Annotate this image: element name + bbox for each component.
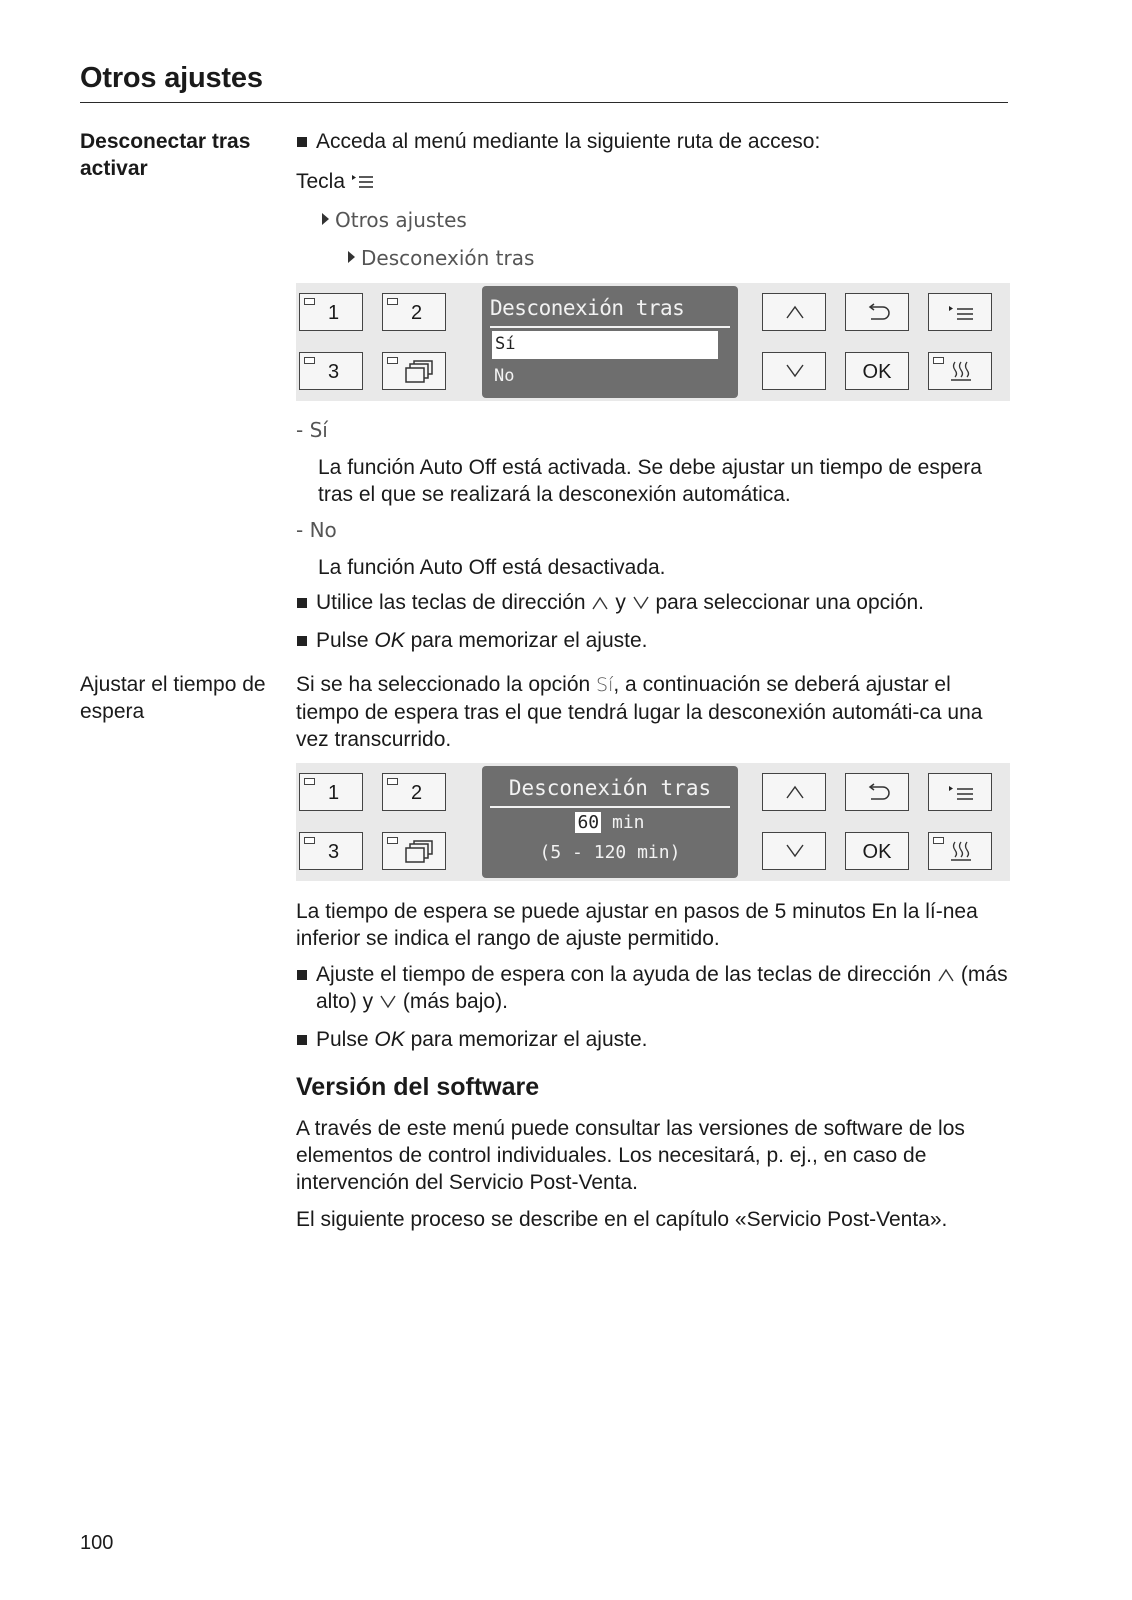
path-arrow-icon	[322, 213, 329, 225]
option-no-description: La función Auto Off está desactivada.	[318, 556, 666, 579]
key-up[interactable]	[762, 293, 826, 331]
control-panel-1	[296, 283, 1010, 401]
key-led	[387, 357, 398, 364]
section-heading-software: Versión del software	[296, 1073, 540, 1101]
screen-unit: min	[612, 812, 645, 833]
bullet-square-icon	[297, 598, 307, 608]
option-no-label: - No	[296, 518, 337, 542]
drying-icon	[951, 840, 971, 862]
path-arrow-icon	[348, 251, 355, 263]
bullet-square-icon	[297, 636, 307, 646]
key-menu[interactable]	[928, 293, 992, 331]
chevron-down-icon	[379, 995, 397, 1009]
chevron-up-icon	[785, 785, 805, 799]
software-paragraph-2: El siguiente proceso se describe en el capítulo «Servicio Post-Venta».	[296, 1208, 948, 1231]
key-1[interactable]: 1	[299, 293, 363, 331]
display-screen-1	[482, 286, 738, 398]
screen-option-selected[interactable]: Sí	[492, 331, 718, 359]
section2-paragraph: La tiempo de espera se puede ajustar en pasos de 5 minutos En la lí-nea inferior se indica el rango de ajuste permitido.	[296, 900, 978, 950]
display-screen-2	[482, 766, 738, 878]
software-paragraph-1: A través de este menú puede consultar las versiones de software de los elementos de control individuales. Los necesitará, p. ej., en caso de intervención del Servicio Post-Venta.	[296, 1117, 965, 1194]
key-drying[interactable]	[928, 832, 992, 870]
section-label-ajustar-tiempo: Ajustar el tiempo de espera	[80, 673, 266, 723]
bullet-square-icon	[297, 970, 307, 980]
section2-intro: Si se ha seleccionado la opción Sí, a continuación se deberá ajustar el tiempo de espera tras el que tendrá lugar la desconexión automáti-ca una vez transcurrido.	[296, 673, 983, 751]
key-down[interactable]	[762, 832, 826, 870]
menu-icon	[948, 785, 974, 801]
bullet-square-icon	[297, 137, 307, 147]
back-arrow-icon	[865, 303, 891, 321]
key-led	[933, 837, 944, 844]
section-label-desconectar: Desconectar tras activar	[80, 130, 251, 180]
key-up[interactable]	[762, 773, 826, 811]
chevron-up-icon	[937, 968, 955, 982]
step-press-ok: Pulse OK para memorizar el ajuste.	[296, 627, 1016, 654]
key-led	[387, 298, 398, 305]
key-led	[304, 298, 315, 305]
step-adjust-time: Ajuste el tiempo de espera con la ayuda de las teclas de dirección (más alto) y (más bajo).	[296, 961, 1016, 1015]
key-ok[interactable]: OK	[845, 832, 909, 870]
key-menu[interactable]	[928, 773, 992, 811]
key-led	[304, 837, 315, 844]
tecla-line: Tecla	[296, 168, 1016, 195]
key-led	[387, 837, 398, 844]
key-back[interactable]	[845, 293, 909, 331]
key-1[interactable]: 1	[299, 773, 363, 811]
screen-value[interactable]: 60	[577, 812, 600, 833]
chevron-down-icon	[785, 844, 805, 858]
key-3[interactable]: 3	[299, 832, 363, 870]
key-ok[interactable]: OK	[845, 352, 909, 390]
key-2[interactable]: 2	[382, 293, 446, 331]
chevron-up-icon	[591, 596, 609, 610]
drying-icon	[951, 360, 971, 382]
menu-icon	[351, 173, 375, 189]
key-program[interactable]	[382, 352, 446, 390]
menu-path-desconexion: Desconexión tras	[348, 246, 534, 270]
title-divider	[80, 102, 1008, 103]
screen-option[interactable]: No	[494, 366, 515, 386]
key-2[interactable]: 2	[382, 773, 446, 811]
key-led	[933, 357, 944, 364]
screen-title: Desconexión tras	[508, 776, 712, 800]
program-icon	[405, 360, 435, 384]
key-back[interactable]	[845, 773, 909, 811]
key-led	[304, 778, 315, 785]
option-si-label: - Sí	[296, 418, 328, 442]
control-panel-2	[296, 763, 1010, 881]
menu-path-otros-ajustes: Otros ajustes	[322, 208, 467, 232]
step-select-option: Utilice las teclas de dirección y para seleccionar una opción.	[296, 589, 1016, 616]
chevron-down-icon	[632, 596, 650, 610]
chevron-down-icon	[785, 364, 805, 378]
screen-range: (5 - 120 min)	[539, 842, 681, 863]
key-led	[387, 778, 398, 785]
screen-title: Desconexión tras	[490, 296, 685, 320]
chevron-up-icon	[785, 305, 805, 319]
key-drying[interactable]	[928, 352, 992, 390]
screen-divider	[490, 806, 730, 808]
screen-value-line	[482, 812, 738, 833]
option-si-description: La función Auto Off está activada. Se debe ajustar un tiempo de espera tras el que se realizará la desconexión automática.	[318, 456, 982, 506]
screen-divider	[490, 326, 730, 328]
program-icon	[405, 840, 435, 864]
key-down[interactable]	[762, 352, 826, 390]
menu-icon	[948, 305, 974, 321]
step-press-ok-2: Pulse OK para memorizar el ajuste.	[296, 1026, 1016, 1053]
page-title: Otros ajustes	[80, 62, 263, 94]
key-3[interactable]: 3	[299, 352, 363, 390]
step-access-menu: Acceda al menú mediante la siguiente ruta de acceso:	[296, 128, 1016, 155]
page-number: 100	[80, 1532, 114, 1554]
bullet-square-icon	[297, 1035, 307, 1045]
back-arrow-icon	[865, 783, 891, 801]
key-led	[304, 357, 315, 364]
key-program[interactable]	[382, 832, 446, 870]
